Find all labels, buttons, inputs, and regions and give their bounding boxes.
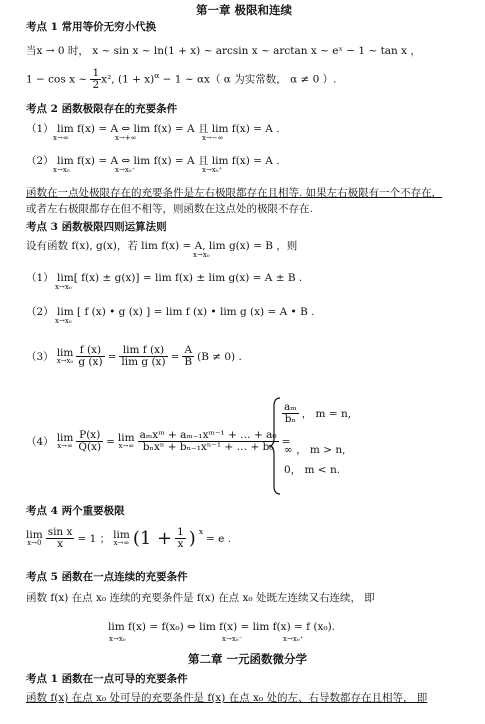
case-condition: ， m = n,: [301, 408, 352, 421]
fraction: [90, 68, 101, 91]
limit-subscript: x→∞: [57, 442, 73, 451]
limit-subscript: x→x₀⁻: [222, 635, 243, 643]
text-part: x², (1 + x): [101, 73, 155, 86]
section-heading: 考点 3 函数极限四则运算法则: [26, 221, 167, 233]
fraction: [76, 345, 104, 368]
paren-close: ): [188, 528, 196, 550]
limit-subscript: x→x₀⁻: [115, 166, 136, 174]
limit-operator: lim x→x₀: [56, 346, 74, 366]
limit-subscript: x→∞: [118, 442, 135, 451]
case-2: ∞ ， m > n,: [284, 444, 346, 456]
rule-item: （2） lim [ f (x) • g (x) ] = lim f (x) • lim g (x) = A • B .: [26, 306, 315, 318]
important-limits: [26, 527, 231, 550]
note-line: 或者左右极限都存在但不相等，则函数在这点处的极限不存在.: [26, 203, 313, 215]
text-part: 1 − cos x ~: [26, 73, 91, 86]
fraction-denominator: x: [57, 538, 64, 551]
fraction-numerator: sin x: [47, 526, 73, 538]
fraction-numerator: P(x): [76, 430, 103, 442]
chapter-title: 第一章 极限和连续: [196, 3, 293, 17]
fraction-denominator: bₙ: [284, 413, 296, 426]
limit-subscript: x→x₀: [55, 283, 72, 291]
limit-operator: lim x→∞: [117, 431, 135, 451]
fraction-numerator: aₘxᵐ + aₘ₋₁xᵐ⁻¹ + … + a₀: [139, 429, 277, 441]
case-1: [282, 402, 351, 425]
limit-subscript: x→∞: [113, 539, 130, 548]
text-part: − 1 ~ αx（ α 为实常数， α ≠ 0 ）.: [159, 73, 337, 86]
fraction: [46, 527, 75, 550]
limit-subscript: x→x₀: [56, 357, 74, 366]
fraction-denominator: g (x): [78, 356, 103, 369]
fraction: [175, 527, 186, 550]
equation-text: = e .: [206, 532, 232, 545]
paren-open: (1 +: [132, 528, 173, 550]
intro-line: 设有函数 f(x), g(x)，若 lim f(x) = A, lim g(x) = B ，则: [26, 240, 298, 252]
rule-item: （1） lim[ f(x) ± g(x)] = lim f(x) ± lim g(x) = A ± B .: [26, 272, 303, 284]
section-heading: 考点 5 函数在一点连续的充要条件: [26, 571, 188, 583]
condition-item: （2） lim f(x) = A ⇔ lim f(x) = A 且 lim f(x) = A .: [26, 155, 280, 167]
derivative-line: [26, 690, 427, 705]
limit-subscript: x→x₀: [193, 251, 210, 259]
case-3: 0， m < n.: [284, 464, 341, 476]
condition-item: （1） lim f(x) = A ⇔ lim f(x) = A 且 lim f(x) = A .: [26, 123, 280, 135]
fraction-denominator: 2: [92, 79, 100, 92]
item-label: （4）: [26, 436, 54, 449]
section-heading: 考点 2 函数极限存在的充要条件: [26, 103, 178, 115]
item-label: （3）: [26, 351, 54, 364]
limit-subscript: x→x₀: [53, 166, 70, 174]
fraction-numerator: 1: [177, 526, 184, 538]
section-heading: 考点 4 两个重要极限: [26, 505, 125, 517]
condition-text: (B ≠ 0) .: [197, 350, 242, 363]
fraction-denominator: B: [184, 356, 193, 369]
fraction-numerator: 1: [92, 67, 100, 79]
limit-subscript: x→x₀⁺: [202, 166, 223, 174]
continuity-line: 函数 f(x) 在点 x₀ 连续的充要条件是 f(x) 在点 x₀ 处既左连续又右连续， 即: [26, 592, 375, 604]
fraction-numerator: aₘ: [284, 401, 297, 413]
limit-subscript: x→∞: [53, 134, 69, 142]
fraction: [138, 430, 279, 453]
fraction-denominator: lim g (x): [121, 356, 166, 369]
underlined-note: 函数在一点处极限存在的充要条件是左右极限都存在且相等. 如果左右极限有一个不存在，: [26, 187, 443, 199]
fraction: [182, 345, 194, 368]
fraction-denominator: bₙxⁿ + bₙ₋₁xⁿ⁻¹ + … + b₀: [142, 441, 274, 454]
fraction: [282, 402, 299, 425]
limit-subscript: x→−∞: [202, 134, 224, 142]
section-heading: 考点 1 常用等价无穷小代换: [26, 21, 157, 33]
limit-subscript: x→0: [27, 539, 42, 548]
limit-operator: lim x→∞: [113, 528, 130, 548]
fraction-denominator: Q(x): [78, 441, 102, 454]
limit-subscript: x→x₀: [55, 317, 72, 325]
rule-item-quotient: （3） lim x→x₀ $\frac{f (x)}{g (x)}$ = $\frac{\text{lim f (x)}}{\text{lim g (x)}}$ = $\frac{A}{B}$ (B ≠ 0) .: [26, 344, 242, 369]
fraction: [119, 345, 167, 368]
fraction-denominator: x: [177, 538, 184, 551]
note-line: [26, 185, 442, 200]
limit-subscript: x→+∞: [115, 134, 137, 142]
underlined-note: 函数 f(x) 在点 x₀ 处可导的充要条件是 f(x) 在点 x₀ 处的左、右导数都存在且相等， 即: [26, 692, 428, 704]
limit-operator: lim x→∞: [56, 431, 74, 451]
equation-text: = 1 ；: [77, 533, 111, 546]
continuity-formula: lim f(x) = f(x₀) ⇔ lim f(x) = lim f(x) = f (x₀).: [108, 621, 336, 633]
fraction-numerator: lim f (x): [119, 345, 167, 357]
section-heading: 考点 1 函数在一点可导的充要条件: [26, 673, 188, 685]
rule-item-polynomial: （4） lim x→∞ $\frac{P(x)}{Q(x)}$ = lim x→∞ $\frac{\text{aₘxᵐ + aₘ₋₁xᵐ⁻¹ + … + a₀}}{\text{bₙxⁿ + bₙ₋₁xⁿ⁻¹ + … + b₀}}$ =: [26, 429, 291, 454]
equivalence-line-2: [26, 68, 337, 91]
limit-operator: lim x→0: [26, 528, 43, 548]
exponent: α: [154, 71, 160, 81]
fraction-numerator: f (x): [76, 345, 104, 357]
chapter-title: 第二章 一元函数微分学: [188, 652, 308, 666]
equivalence-line: 当x → 0 时， x ~ sin x ~ ln(1 + x) ~ arcsin x ~ arctan x ~ eˣ − 1 ~ tan x ，: [26, 45, 421, 57]
exponent: x: [198, 527, 204, 536]
limit-subscript: x→x₀⁺: [283, 635, 304, 643]
fraction: [76, 430, 103, 453]
left-brace: [268, 396, 282, 496]
limit-subscript: x→x₀: [109, 635, 126, 643]
fraction-numerator: A: [182, 345, 194, 357]
